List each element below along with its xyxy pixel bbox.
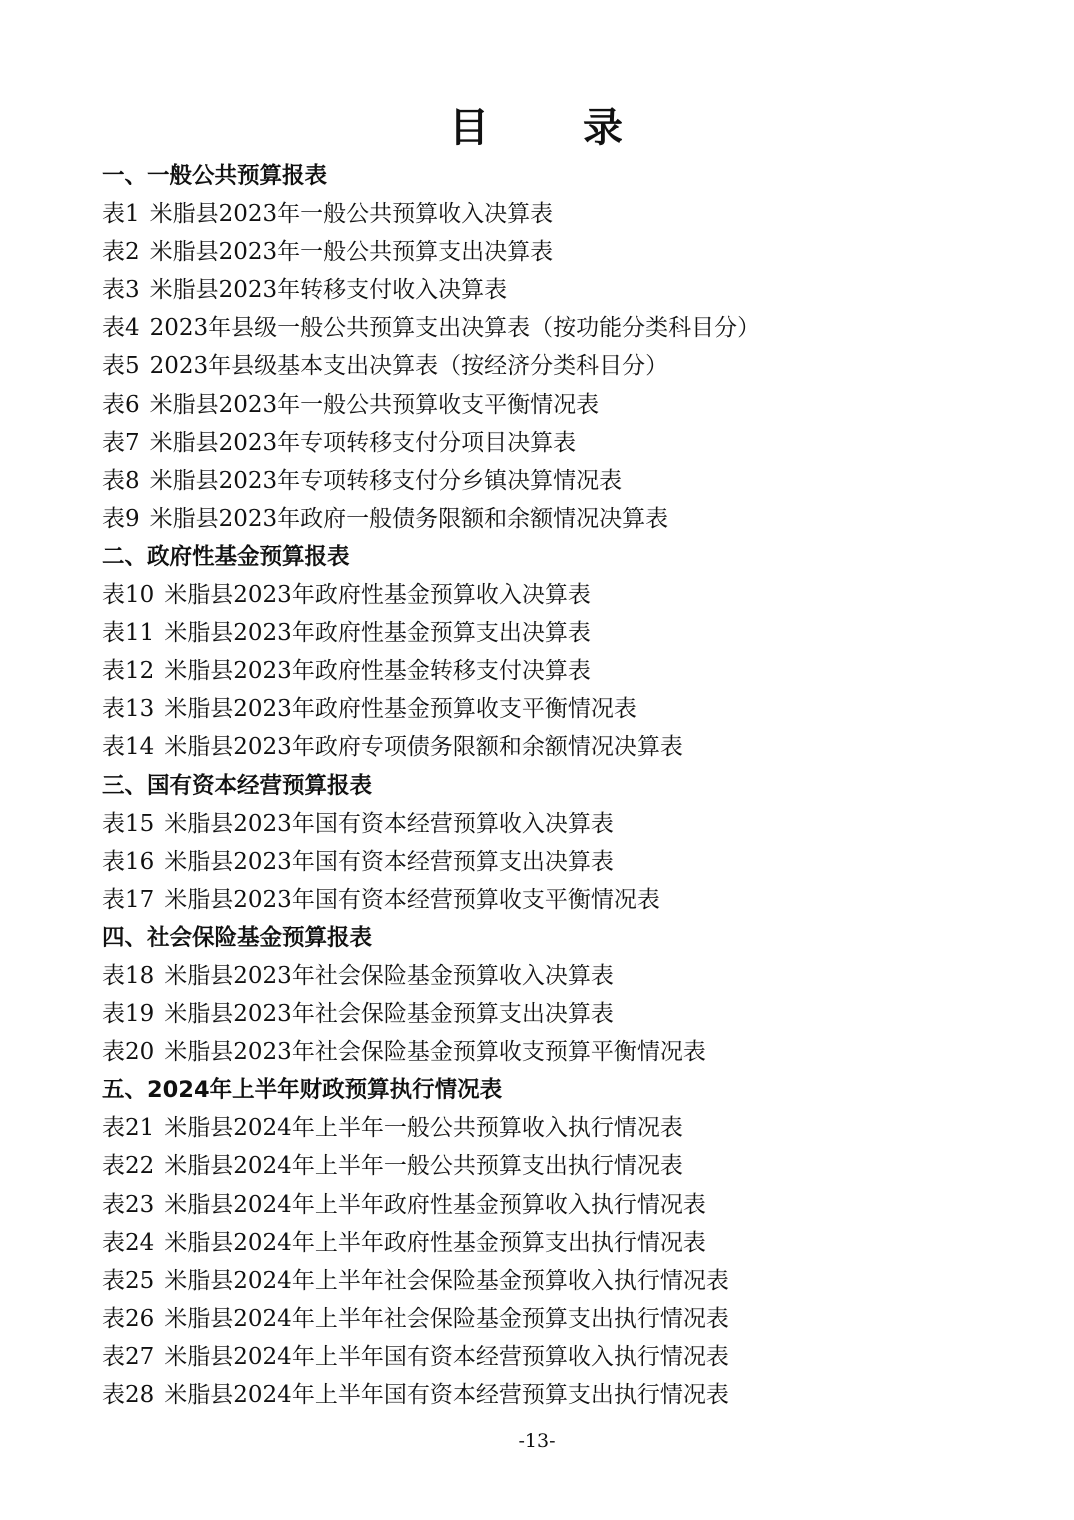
toc-entry-title: 米脂县2023年国有资本经营预算收入决算表: [164, 810, 614, 837]
toc-entry-number: 表14: [102, 734, 155, 761]
toc-entry-title: 2023年县级一般公共预算支出决算表（按功能分类科目分）: [149, 315, 761, 342]
toc-entry-number: 表2: [102, 239, 140, 266]
toc-entry-number: 表21: [102, 1115, 155, 1142]
title-char-right: 录: [583, 104, 625, 151]
toc-entry: [102, 1147, 1002, 1185]
toc-entry: [102, 386, 1002, 424]
toc-entry: [102, 1109, 1002, 1147]
toc-entry: [102, 1186, 1002, 1224]
toc-entry-number: 表27: [102, 1343, 155, 1370]
toc-entry-number: 表17: [102, 886, 155, 913]
toc-entry-number: 表18: [102, 962, 155, 989]
toc-entry-title: 米脂县2023年政府一般债务限额和余额情况决算表: [149, 505, 669, 532]
toc-entry-number: 表23: [102, 1191, 155, 1218]
toc-entry-title: 米脂县2023年政府专项债务限额和余额情况决算表: [164, 734, 683, 761]
toc-entry-number: 表26: [102, 1305, 155, 1332]
toc-entry-title: 米脂县2023年政府性基金预算收支平衡情况表: [164, 696, 637, 723]
toc-entry: [102, 995, 1002, 1033]
toc-entry: [102, 728, 1002, 766]
toc-entry-number: 表10: [102, 582, 155, 609]
toc-entry-title: 米脂县2023年转移支付收入决算表: [149, 277, 508, 304]
page-number: -13-: [518, 1430, 556, 1452]
toc-entry-title: 米脂县2024年上半年社会保险基金预算支出执行情况表: [164, 1305, 729, 1332]
toc-entry-title: 米脂县2023年社会保险基金预算收支预算平衡情况表: [164, 1039, 706, 1066]
toc-entry: [102, 1376, 1002, 1414]
toc-entry: [102, 1338, 1002, 1376]
toc-entry-number: 表5: [102, 353, 140, 380]
table-of-contents: [102, 157, 1002, 1414]
toc-entry-number: 表15: [102, 810, 155, 837]
toc-entry-title: 米脂县2023年一般公共预算收支平衡情况表: [149, 391, 600, 418]
toc-entry: [102, 957, 1002, 995]
section-heading: 三、国有资本经营预算报表: [102, 772, 373, 799]
toc-entry-number: 表28: [102, 1382, 155, 1408]
toc-entry-number: 表7: [102, 429, 140, 456]
toc-entry-number: 表22: [102, 1153, 155, 1180]
section-heading: 四、社会保险基金预算报表: [102, 924, 373, 951]
toc-entry-number: 表11: [102, 620, 155, 647]
section-heading: 二、政府性基金预算报表: [102, 543, 350, 570]
toc-entry-number: 表1: [102, 201, 140, 228]
toc-entry: [102, 805, 1002, 843]
section-heading: 一、一般公共预算报表: [102, 163, 328, 189]
toc-entry-title: 米脂县2024年上半年政府性基金预算支出执行情况表: [164, 1229, 706, 1256]
toc-entry: [102, 614, 1002, 652]
toc-entry-title: 米脂县2023年国有资本经营预算支出决算表: [164, 848, 614, 875]
page-title: [0, 100, 1074, 156]
toc-entry: [102, 462, 1002, 500]
toc-entry: [102, 1262, 1002, 1300]
toc-entry: [102, 881, 1002, 919]
toc-entry-number: 表12: [102, 658, 155, 685]
toc-entry-title: 米脂县2024年上半年国有资本经营预算支出执行情况表: [164, 1382, 729, 1408]
toc-entry-title: 2023年县级基本支出决算表（按经济分类科目分）: [149, 353, 669, 380]
toc-entry-number: 表9: [102, 505, 140, 532]
toc-entry: [102, 843, 1002, 881]
toc-entry: [102, 1224, 1002, 1262]
toc-entry: [102, 195, 1002, 233]
toc-entry-title: 米脂县2023年专项转移支付分乡镇决算情况表: [149, 467, 623, 494]
toc-entry-number: 表16: [102, 848, 155, 875]
section-heading: 五、2024年上半年财政预算执行情况表: [102, 1077, 503, 1104]
toc-entry-number: 表8: [102, 467, 140, 494]
toc-entry-title: 米脂县2023年一般公共预算支出决算表: [149, 239, 554, 266]
toc-entry-title: 米脂县2024年上半年政府性基金预算收入执行情况表: [164, 1191, 706, 1218]
toc-entry: [102, 347, 1002, 385]
toc-entry: [102, 690, 1002, 728]
toc-entry: [102, 271, 1002, 309]
toc-entry: [102, 424, 1002, 462]
toc-entry: [102, 309, 1002, 347]
toc-entry: [102, 233, 1002, 271]
toc-entry-title: 米脂县2023年国有资本经营预算收支平衡情况表: [164, 886, 660, 913]
toc-entry: [102, 652, 1002, 690]
toc-entry-title: 米脂县2024年上半年一般公共预算收入执行情况表: [164, 1115, 683, 1142]
toc-entry-title: 米脂县2023年政府性基金预算收入决算表: [164, 582, 591, 609]
toc-entry-title: 米脂县2023年社会保险基金预算支出决算表: [164, 1001, 614, 1028]
title-char-left: 目: [449, 104, 491, 151]
toc-entry-title: 米脂县2023年政府性基金预算支出决算表: [164, 620, 591, 647]
toc-entry: [102, 1033, 1002, 1071]
toc-entry-title: 米脂县2023年社会保险基金预算收入决算表: [164, 962, 614, 989]
toc-entry: [102, 500, 1002, 538]
toc-entry-title: 米脂县2023年政府性基金转移支付决算表: [164, 658, 591, 685]
toc-entry: [102, 576, 1002, 614]
toc-entry-title: 米脂县2023年专项转移支付分项目决算表: [149, 429, 577, 456]
toc-entry-number: 表3: [102, 277, 140, 304]
toc-entry-number: 表20: [102, 1039, 155, 1066]
toc-entry-title: 米脂县2024年上半年一般公共预算支出执行情况表: [164, 1153, 683, 1180]
toc-entry-number: 表4: [102, 315, 140, 342]
toc-entry-number: 表6: [102, 391, 140, 418]
toc-entry-number: 表24: [102, 1229, 155, 1256]
toc-entry-number: 表13: [102, 696, 155, 723]
toc-entry-number: 表25: [102, 1267, 155, 1294]
toc-entry-number: 表19: [102, 1001, 155, 1028]
toc-entry-title: 米脂县2024年上半年国有资本经营预算收入执行情况表: [164, 1343, 729, 1370]
toc-entry: [102, 1300, 1002, 1338]
toc-entry-title: 米脂县2024年上半年社会保险基金预算收入执行情况表: [164, 1267, 729, 1294]
toc-entry-title: 米脂县2023年一般公共预算收入决算表: [149, 201, 554, 228]
